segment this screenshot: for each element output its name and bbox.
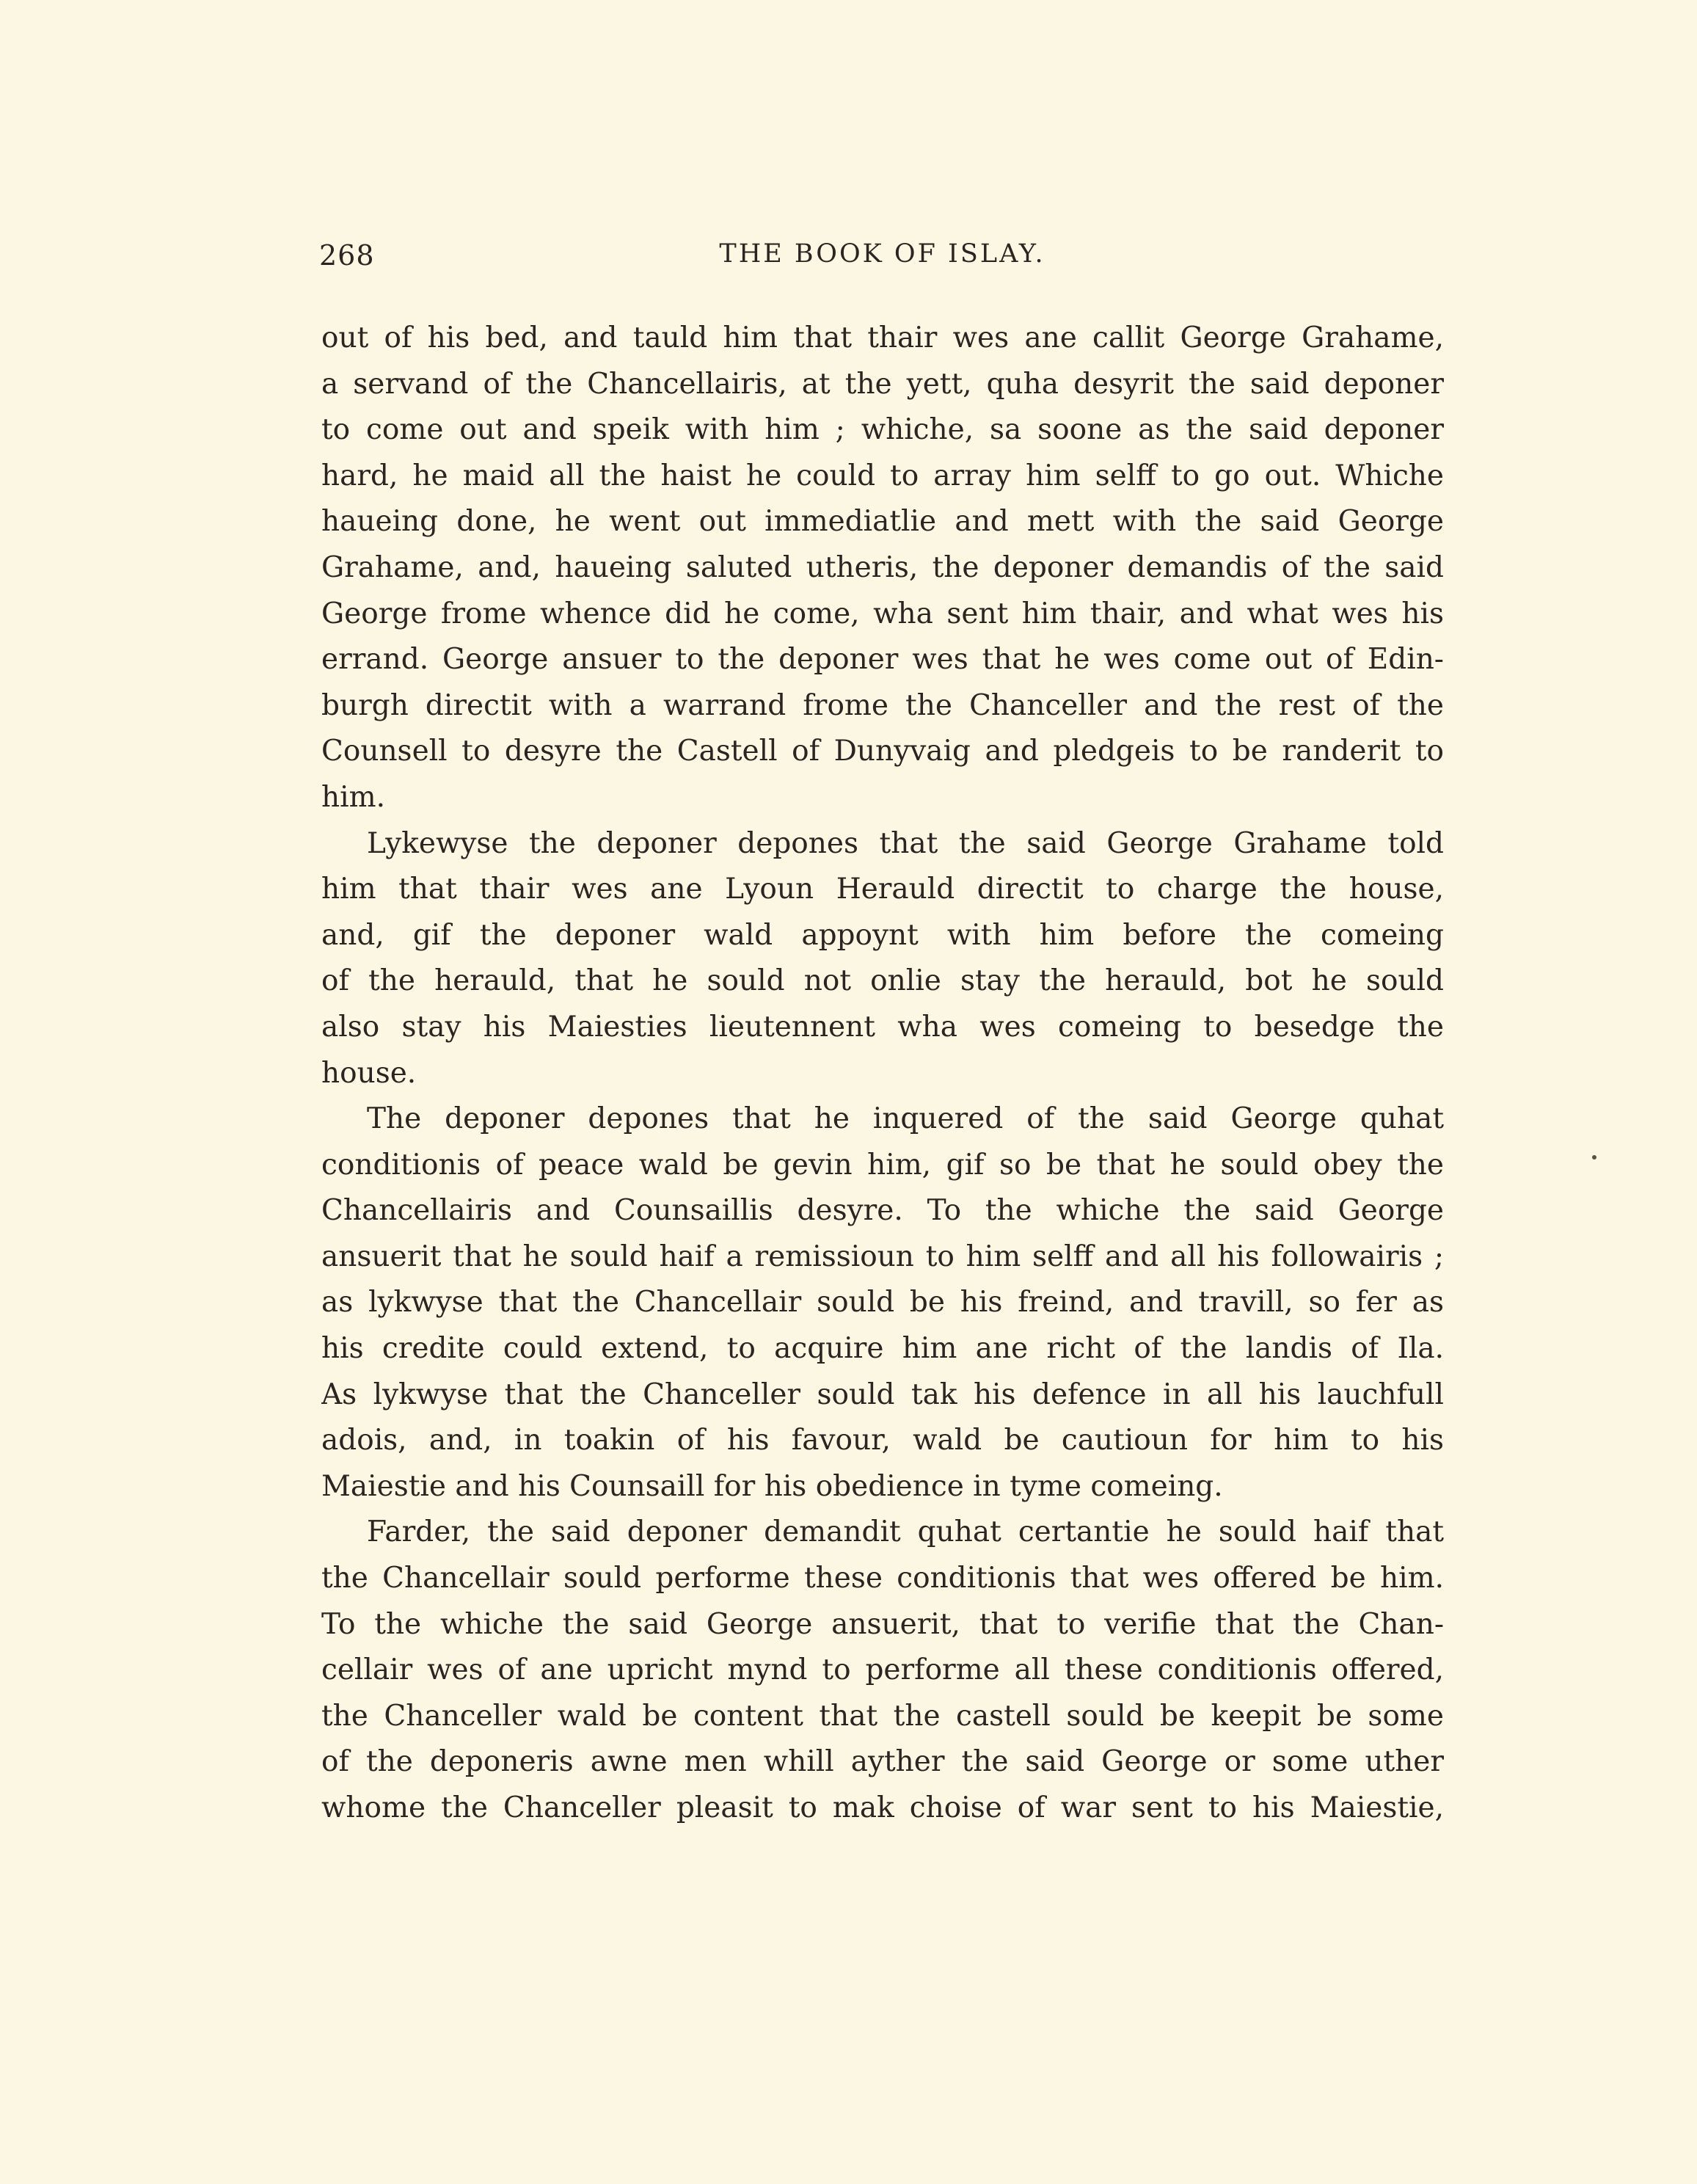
body-text — [321, 316, 1444, 1832]
text-line: to come out and speik with him ; whiche, sa soone as the said deponer — [321, 413, 1444, 447]
text-line: a servand of the Chancellairis, at the yett, quha desyrit the said deponer — [321, 367, 1444, 401]
ink-speck — [1592, 1155, 1596, 1160]
text-line: him that thair wes ane Lyoun Herauld directit to charge the house, — [321, 873, 1444, 906]
text-line: ansuerit that he sould haif a remissioun to him selff and all his followairis ; — [321, 1240, 1444, 1273]
paragraph-2 — [321, 821, 1444, 1097]
text-line: his credite could extend, to acquire him ane richt of the landis of Ila. — [321, 1332, 1444, 1366]
text-line: Farder, the said deponer demandit quhat certantie he sould haif that — [367, 1515, 1444, 1549]
text-line: Chancellairis and Counsaillis desyre. To the whiche the said George — [321, 1194, 1444, 1228]
text-line: adois, and, in toakin of his favour, wald be cautioun for him to his — [321, 1424, 1444, 1457]
text-line: George frome whence did he come, wha sent him thair, and what wes his — [321, 597, 1444, 630]
text-line: As lykwyse that the Chanceller sould tak his defence in all his lauchfull — [321, 1377, 1444, 1411]
running-head — [319, 239, 1445, 276]
text-line: as lykwyse that the Chancellair sould be his freind, and travill, so fer as — [321, 1286, 1444, 1320]
text-line: conditionis of peace wald be gevin him, gif so be that he sould obey the — [321, 1148, 1444, 1182]
page-number: 268 — [319, 239, 375, 272]
paragraph-4 — [321, 1510, 1444, 1831]
text-line: the Chancellair sould performe these conditionis that wes offered be him. — [321, 1562, 1444, 1595]
running-title: THE BOOK OF ISLAY. — [719, 239, 1045, 269]
text-line: errand. George ansuer to the deponer wes that he wes come out of Edin- — [321, 643, 1444, 677]
paragraph-1 — [321, 316, 1444, 821]
text-line: whome the Chanceller pleasit to mak choise of war sent to his Maiestie, — [321, 1791, 1444, 1824]
text-line: Grahame, and, haueing saluted utheris, the deponer demandis of the said — [321, 550, 1444, 584]
text-line: cellair wes of ane upricht mynd to performe all these conditionis offered, — [321, 1653, 1444, 1687]
paragraph-3 — [321, 1096, 1444, 1510]
text-line: of the deponeris awne men whill ayther the said George or some uther — [321, 1745, 1444, 1779]
text-line: haueing done, he went out immediatlie and mett with the said George — [321, 505, 1444, 539]
text-line: the Chanceller wald be content that the castell sould be keepit be some — [321, 1699, 1444, 1733]
text-line: Maiestie and his Counsaill for his obedience in tyme comeing. — [321, 1469, 1223, 1503]
text-line: hard, he maid all the haist he could to array him selff to go out. Whiche — [321, 459, 1444, 492]
text-line: and, gif the deponer wald appoynt with him before the comeing — [321, 918, 1444, 952]
text-line: also stay his Maiesties lieutennent wha wes comeing to besedge the — [321, 1010, 1444, 1044]
text-line: of the herauld, that he sould not onlie stay the herauld, bot he sould — [321, 964, 1444, 998]
text-line: Counsell to desyre the Castell of Dunyvaig and pledgeis to be randerit to — [321, 735, 1444, 768]
text-line: To the whiche the said George ansuerit, that to verifie that the Chan- — [321, 1607, 1444, 1641]
text-line: house. — [321, 1056, 417, 1090]
text-line: out of his bed, and tauld him that thair wes ane callit George Grahame, — [321, 321, 1444, 354]
text-line: burgh directit with a warrand frome the Chanceller and the rest of the — [321, 688, 1444, 722]
text-line: him. — [321, 780, 385, 814]
text-line: The deponer depones that he inquered of the said George quhat — [367, 1102, 1444, 1136]
text-line: Lykewyse the deponer depones that the said George Grahame told — [367, 826, 1444, 860]
